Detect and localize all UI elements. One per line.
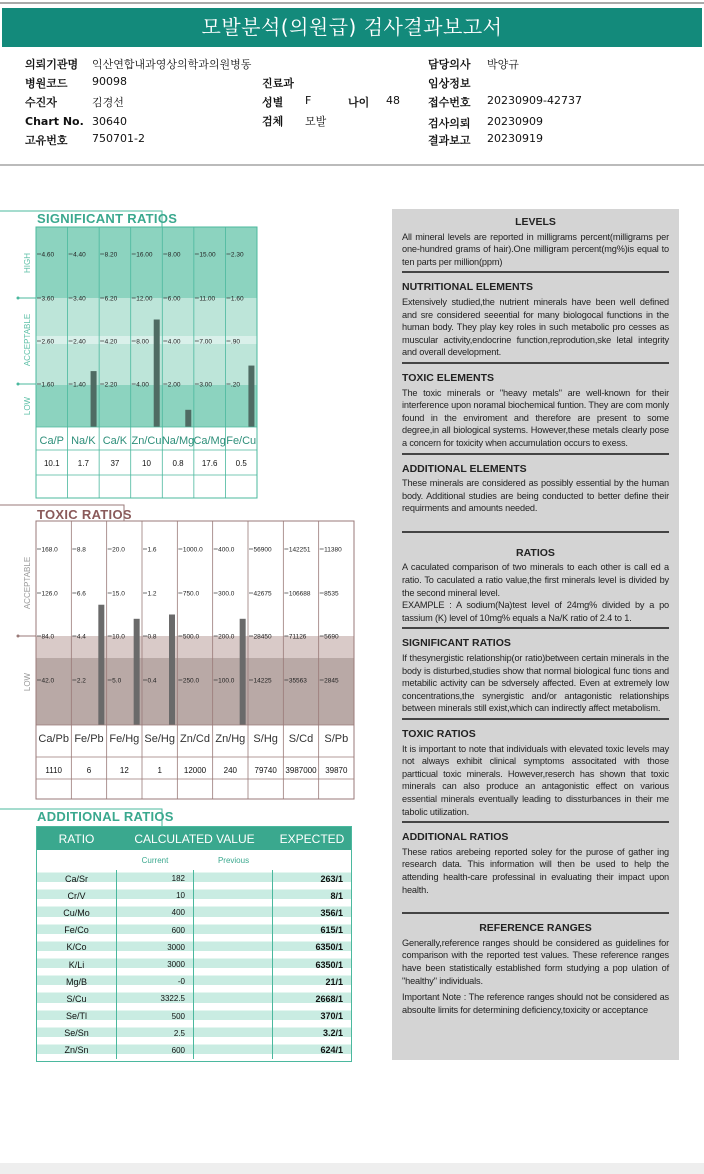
ratio-value: 1.7 xyxy=(77,459,89,468)
ratio-value: 39870 xyxy=(325,766,348,775)
col-calculated: CALCULATED VALUE xyxy=(134,831,255,846)
tick-label: 5690 xyxy=(324,633,339,641)
previous-value xyxy=(194,922,273,939)
ratio-label: Zn/Hg xyxy=(215,733,246,745)
current-value: 3000 xyxy=(116,939,194,956)
current-value: 2.5 xyxy=(116,1025,194,1042)
col-previous: Previous xyxy=(217,855,250,865)
divider xyxy=(402,271,669,273)
ratio-name: S/Cu xyxy=(66,993,87,1004)
tick-label: 16.00 xyxy=(136,251,153,259)
label: 검사의뢰 xyxy=(428,117,471,130)
previous-value xyxy=(194,973,273,990)
ratio-label: S/Hg xyxy=(253,733,278,745)
ratio-bar xyxy=(185,410,191,427)
zone-label: LOW xyxy=(23,672,32,692)
tick-label: 20.0 xyxy=(112,546,125,554)
tick-label: 1.40 xyxy=(73,381,86,389)
table-row xyxy=(37,990,351,1007)
tick-label: 126.0 xyxy=(41,590,58,598)
ratios-example: EXAMPLE : A sodium(Na)test level of 24mg% divided by a po tassium (K) level of 10mg% equals a Na/K ratio of 2.4 to 1. xyxy=(402,600,669,623)
tick-label: 6.20 xyxy=(104,295,118,303)
table-row xyxy=(37,1042,351,1059)
ratio-name: Cu/Mo xyxy=(63,907,90,918)
ratio-value: 10 xyxy=(142,459,151,468)
toxic-text: The toxic minerals or "heavy metals" are well-known for their interference upon noramal biochemical funtion. They are com monly found in the enviroment and therefore are present to some degree,in all biological systems. However,these metals clearly pose a concern for toxicity when accumulation occurs to exess. xyxy=(402,387,669,448)
tick-label: 4.00 xyxy=(136,381,149,389)
tick-label: 750.0 xyxy=(182,590,200,598)
tick-label: 4.00 xyxy=(167,338,181,346)
receipt-no: 20230909-42737 xyxy=(487,94,582,107)
ratios-text: A caculated comparison of two minerals to each other is call ed a ratio. To caculated a ratio value,the first minerals level is divided by the second mineral level. xyxy=(402,562,669,598)
divider xyxy=(402,627,669,629)
col-ratio: RATIO xyxy=(58,831,95,846)
ratio-label: Se/Hg xyxy=(144,733,175,745)
previous-value xyxy=(194,956,273,973)
tick-label: 142251 xyxy=(288,546,311,554)
tick-label: 400.0 xyxy=(218,546,235,554)
tick-label: 1.2 xyxy=(147,590,157,598)
label: 고유번호 xyxy=(25,134,68,147)
additional-text: These minerals are considered as possibly essential by the human body. Additional studies are being conducted to better define their requirments and amounts needed. xyxy=(402,478,669,514)
ratio-label: Fe/Hg xyxy=(109,733,140,745)
tick-label: 300.0 xyxy=(218,590,235,598)
expected-value: 356/1 xyxy=(320,907,343,918)
zone-label: LOW xyxy=(23,396,32,416)
tick-label: 8.00 xyxy=(136,338,149,346)
tick-label: 2845 xyxy=(324,677,339,685)
request-date: 20230909 xyxy=(487,115,543,128)
reference-heading: REFERENCE RANGES xyxy=(479,922,592,935)
tick-label: 1.6 xyxy=(147,546,157,554)
current-value: -0 xyxy=(116,973,194,990)
tick-label: 0.4 xyxy=(147,677,157,685)
ratio-value: 0.8 xyxy=(172,459,184,468)
ratio-bar xyxy=(154,320,160,428)
ratio-bar xyxy=(91,371,97,427)
toxic-heading: TOXIC ELEMENTS xyxy=(402,371,494,384)
tick-label: 200.0 xyxy=(218,633,235,641)
tick-label: 106688 xyxy=(288,590,311,598)
divider xyxy=(402,531,669,533)
additional-ratios-table xyxy=(36,826,352,1062)
expected-value: 8/1 xyxy=(330,890,343,901)
ratio-value: 37 xyxy=(110,459,120,468)
ratio-value: 17.6 xyxy=(201,459,218,468)
tick-label: 0.8 xyxy=(147,633,157,641)
tick-label: 35563 xyxy=(288,677,307,685)
tick-label: 3.00 xyxy=(199,381,213,389)
table-row xyxy=(37,870,351,887)
zone-label: ACCEPTABLE xyxy=(23,313,32,367)
tick-label: 2.40 xyxy=(73,338,86,346)
ratio-value: 3987000 xyxy=(285,766,317,775)
ratio-value: 79740 xyxy=(254,766,277,775)
ratio-label: Ca/Mg xyxy=(193,435,226,447)
ratio-label: S/Pb xyxy=(324,733,349,745)
tick-label: 6.6 xyxy=(76,590,86,598)
significant-ratios-title: SIGNIFICANT RATIOS xyxy=(37,211,178,226)
sex: F xyxy=(305,94,312,107)
tick-label: 3.60 xyxy=(41,295,55,303)
report-date: 20230919 xyxy=(487,132,543,145)
tick-label: 168.0 xyxy=(41,546,58,554)
expected-value: 2668/1 xyxy=(315,993,343,1004)
label: 병원코드 xyxy=(25,77,68,90)
ratio-label: Na/Mg xyxy=(161,435,195,447)
tick-label: 71126 xyxy=(288,633,307,641)
label: 진료과 xyxy=(262,77,294,90)
tick-label: .20 xyxy=(230,381,240,389)
current-value: 10 xyxy=(116,887,194,904)
expected-value: 263/1 xyxy=(320,873,343,884)
label: 의뢰기관명 xyxy=(25,58,79,71)
table-row xyxy=(37,1025,351,1042)
ratio-label: Na/K xyxy=(71,435,96,447)
tick-label: 2.30 xyxy=(230,251,244,259)
tick-label: 7.00 xyxy=(199,338,213,346)
tick-label: 6.00 xyxy=(167,295,181,303)
tick-label: 84.0 xyxy=(41,633,55,641)
tick-label: 1.60 xyxy=(230,295,244,303)
ratio-bar xyxy=(169,615,175,726)
tick-label: 15.00 xyxy=(199,251,216,259)
ratio-label: Ca/K xyxy=(102,435,128,447)
important-note: Important Note : The reference ranges should not be considered as absoulte limits for determining deficiency,toxicity or acceptance xyxy=(402,992,669,1015)
table-row xyxy=(37,973,351,990)
tick-label: 3.40 xyxy=(73,295,86,303)
ratio-value: 0.5 xyxy=(235,459,247,468)
ratio-name: Mg/B xyxy=(65,976,87,987)
tick-label: 8.20 xyxy=(104,251,118,259)
ratio-name: Ca/Sr xyxy=(64,873,88,884)
toxic-ratios-heading: TOXIC RATIOS xyxy=(402,728,476,740)
tick-label: 100.0 xyxy=(218,677,235,685)
tick-label: 28450 xyxy=(253,633,272,641)
footer-strip xyxy=(0,1163,704,1174)
label: 검체 xyxy=(262,115,284,128)
col-expected: EXPECTED xyxy=(279,831,345,846)
expected-value: 624/1 xyxy=(320,1045,343,1056)
ratio-name: Fe/Co xyxy=(64,925,89,936)
ratio-name: Zn/Sn xyxy=(64,1045,89,1056)
label: Chart No. xyxy=(25,115,84,128)
table-row xyxy=(37,887,351,904)
significant-heading: SIGNIFICANT RATIOS xyxy=(402,637,511,650)
label: 임상정보 xyxy=(428,77,471,90)
ratio-bar xyxy=(134,619,140,725)
current-value: 500 xyxy=(116,1008,194,1025)
ratio-label: Fe/Cu xyxy=(226,435,257,447)
report-title: 모발분석(의원급) 검사결과보고서 xyxy=(2,8,702,47)
previous-value xyxy=(194,904,273,921)
zone-dot xyxy=(17,383,20,386)
ratio-value: 1110 xyxy=(45,766,62,775)
label: 수진자 xyxy=(25,96,57,109)
nutritional-text: Extensively studied,the nutrient minerals have been well defined and sre considered seeential for many biologocal functions in the human body. They play key roles in such metabolic pro cesses as muscular activity,endocrine function,reprodution,ske letal integrity and overall development. xyxy=(402,296,669,358)
ratio-name: K/Co xyxy=(66,942,87,953)
expected-value: 6350/1 xyxy=(315,942,343,953)
zone-band xyxy=(36,385,257,427)
doctor: 박양규 xyxy=(487,58,519,71)
table-row xyxy=(37,1008,351,1025)
ratio-value: 240 xyxy=(223,766,238,775)
table-subheader xyxy=(37,850,351,870)
label: 나이 xyxy=(348,96,370,109)
divider xyxy=(402,912,669,914)
tick-label: 2.00 xyxy=(167,381,181,389)
zone-label: ACCEPTABLE xyxy=(23,556,32,610)
tick-label: 42.0 xyxy=(41,677,55,685)
levels-text: All mineral levels are reported in milligrams percent(milligrams per one-hundred grams of hair).One milligram percent(mg%)is equal to ten parts per million(ppm) xyxy=(402,231,669,267)
tick-label: 1.60 xyxy=(41,381,55,389)
previous-value xyxy=(194,887,273,904)
ratio-bar xyxy=(98,605,104,725)
tick-label: 500.0 xyxy=(182,633,200,641)
table-row xyxy=(37,939,351,956)
previous-value xyxy=(194,1042,273,1059)
current-value: 400 xyxy=(116,904,194,921)
nutritional-heading: NUTRITIONAL ELEMENTS xyxy=(402,281,534,294)
levels-heading: LEVELS xyxy=(515,216,556,228)
institution: 익산연합내과영상의학과의원병동 xyxy=(92,58,252,71)
ratio-value: 12000 xyxy=(183,766,207,775)
tick-label: 8.8 xyxy=(76,546,86,554)
zone-band xyxy=(36,658,354,725)
ratio-bar xyxy=(240,619,246,725)
hospital-code: 90098 xyxy=(92,75,127,88)
tick-label: 5.0 xyxy=(112,677,122,685)
patient-name: 김경선 xyxy=(92,96,124,109)
current-value: 600 xyxy=(116,922,194,939)
expected-value: 3.2/1 xyxy=(322,1028,343,1039)
expected-value: 370/1 xyxy=(320,1011,343,1022)
current-value: 600 xyxy=(116,1042,194,1059)
current-value: 3000 xyxy=(116,956,194,973)
expected-value: 615/1 xyxy=(320,925,343,936)
label: 성별 xyxy=(262,96,284,109)
ratio-bar xyxy=(248,366,254,427)
explanation-panel xyxy=(392,209,679,1060)
col-current: Current xyxy=(141,855,169,865)
ratio-label: Zn/Cu xyxy=(131,435,162,447)
tick-label: 4.60 xyxy=(41,251,55,259)
ratio-name: Se/Sn xyxy=(64,1028,89,1039)
tick-label: 12.00 xyxy=(136,295,153,303)
chart-no: 30640 xyxy=(92,115,127,128)
tick-label: 2.60 xyxy=(41,338,55,346)
ratios-heading: RATIOS xyxy=(516,546,555,559)
ratio-value: 6 xyxy=(86,766,92,775)
ratio-label: Fe/Pb xyxy=(74,733,104,745)
divider xyxy=(402,821,669,823)
divider xyxy=(402,718,669,720)
table-header xyxy=(37,827,351,850)
tick-label: 56900 xyxy=(253,546,272,554)
ratio-label: Ca/Pb xyxy=(38,733,69,745)
previous-value xyxy=(194,990,273,1007)
previous-value xyxy=(194,939,273,956)
tick-label: 10.0 xyxy=(112,633,125,641)
additional-heading: ADDITIONAL ELEMENTS xyxy=(402,462,527,475)
ratio-value: 12 xyxy=(119,766,129,775)
previous-value xyxy=(194,1025,273,1042)
tick-label: 2.20 xyxy=(104,381,118,389)
tick-label: 8.00 xyxy=(167,251,181,259)
label: 접수번호 xyxy=(428,96,471,109)
ratio-name: Se/Tl xyxy=(65,1011,87,1022)
expected-value: 21/1 xyxy=(325,976,343,987)
tick-label: 4.40 xyxy=(73,251,86,259)
divider xyxy=(402,362,669,364)
unique-id: 750701-2 xyxy=(92,132,145,145)
ratio-name: Cr/V xyxy=(67,890,86,901)
toxic-ratios-title: TOXIC RATIOS xyxy=(37,507,132,522)
tick-label: 42675 xyxy=(253,590,272,598)
tick-label: 8535 xyxy=(324,590,339,598)
tick-label: 4.4 xyxy=(76,633,86,641)
additional-ratios-text: These ratios arebeing reported soley for the purose of gather ing research data. This information will then be used to help the attending health-care professinal in evaluating their impact upon health. xyxy=(402,846,669,895)
zone-dot xyxy=(17,635,20,638)
ratio-label: Ca/P xyxy=(39,435,65,447)
table-row xyxy=(37,904,351,921)
zone-dot xyxy=(17,297,20,300)
tick-label: .90 xyxy=(230,338,240,346)
divider xyxy=(402,453,669,455)
previous-value xyxy=(194,870,273,887)
current-value: 3322.5 xyxy=(116,990,194,1007)
additional-ratios-heading: ADDITIONAL RATIOS xyxy=(402,831,509,844)
age: 48 xyxy=(386,94,400,107)
expected-value: 6350/1 xyxy=(315,959,343,970)
zone-band xyxy=(36,227,257,298)
ratio-name: K/Li xyxy=(68,959,85,970)
ratio-value: 1 xyxy=(157,766,162,775)
ratio-label: Zn/Cd xyxy=(180,733,210,745)
previous-value xyxy=(194,1008,273,1025)
current-value: 182 xyxy=(116,870,194,887)
ratio-label: S/Cd xyxy=(288,733,314,745)
table-row xyxy=(37,922,351,939)
toxic-ratios-text: It is important to note that individuals with elevated toxic levels may not always exhibit clinical symptoms associtated with those partticual toxic minerals. However,reserch has shown that toxic minerals can also produce an antagonistic effect on various essential minerals eventually leading to dissturbances in their me tabolic utilization. xyxy=(402,743,669,817)
tick-label: 1000.0 xyxy=(182,546,203,554)
tick-label: 15.0 xyxy=(112,590,125,598)
table-row xyxy=(37,956,351,973)
tick-label: 2.2 xyxy=(76,677,86,685)
tick-label: 11.00 xyxy=(199,295,216,303)
specimen: 모발 xyxy=(305,115,327,128)
tick-label: 4.20 xyxy=(104,338,118,346)
ratio-value: 10.1 xyxy=(43,459,60,468)
significant-text: If thesynergistic relationship(or ratio)between certain minerals in the body is disturbed,studies show that normal biological func tions and metabilic activity can be sdversely affected. Even at extremely low concentrations,the synergistic and/or antagonistic relationships between minerals still exist,which can indirectly affect metabolism. xyxy=(402,653,669,714)
label: 담당의사 xyxy=(428,58,471,71)
tick-label: 14225 xyxy=(253,677,272,685)
additional-ratios-title: ADDITIONAL RATIOS xyxy=(37,809,174,824)
tick-label: 250.0 xyxy=(182,677,200,685)
zone-label: HIGH xyxy=(23,253,32,273)
reference-text: Generally,reference ranges should be considered as guidelines for comparison with the reported test values. These reference ranges have been statistically established form studying a pop ulation of "healthy" individuals. xyxy=(402,937,669,986)
tick-label: 11380 xyxy=(324,546,342,554)
label: 결과보고 xyxy=(428,134,471,147)
